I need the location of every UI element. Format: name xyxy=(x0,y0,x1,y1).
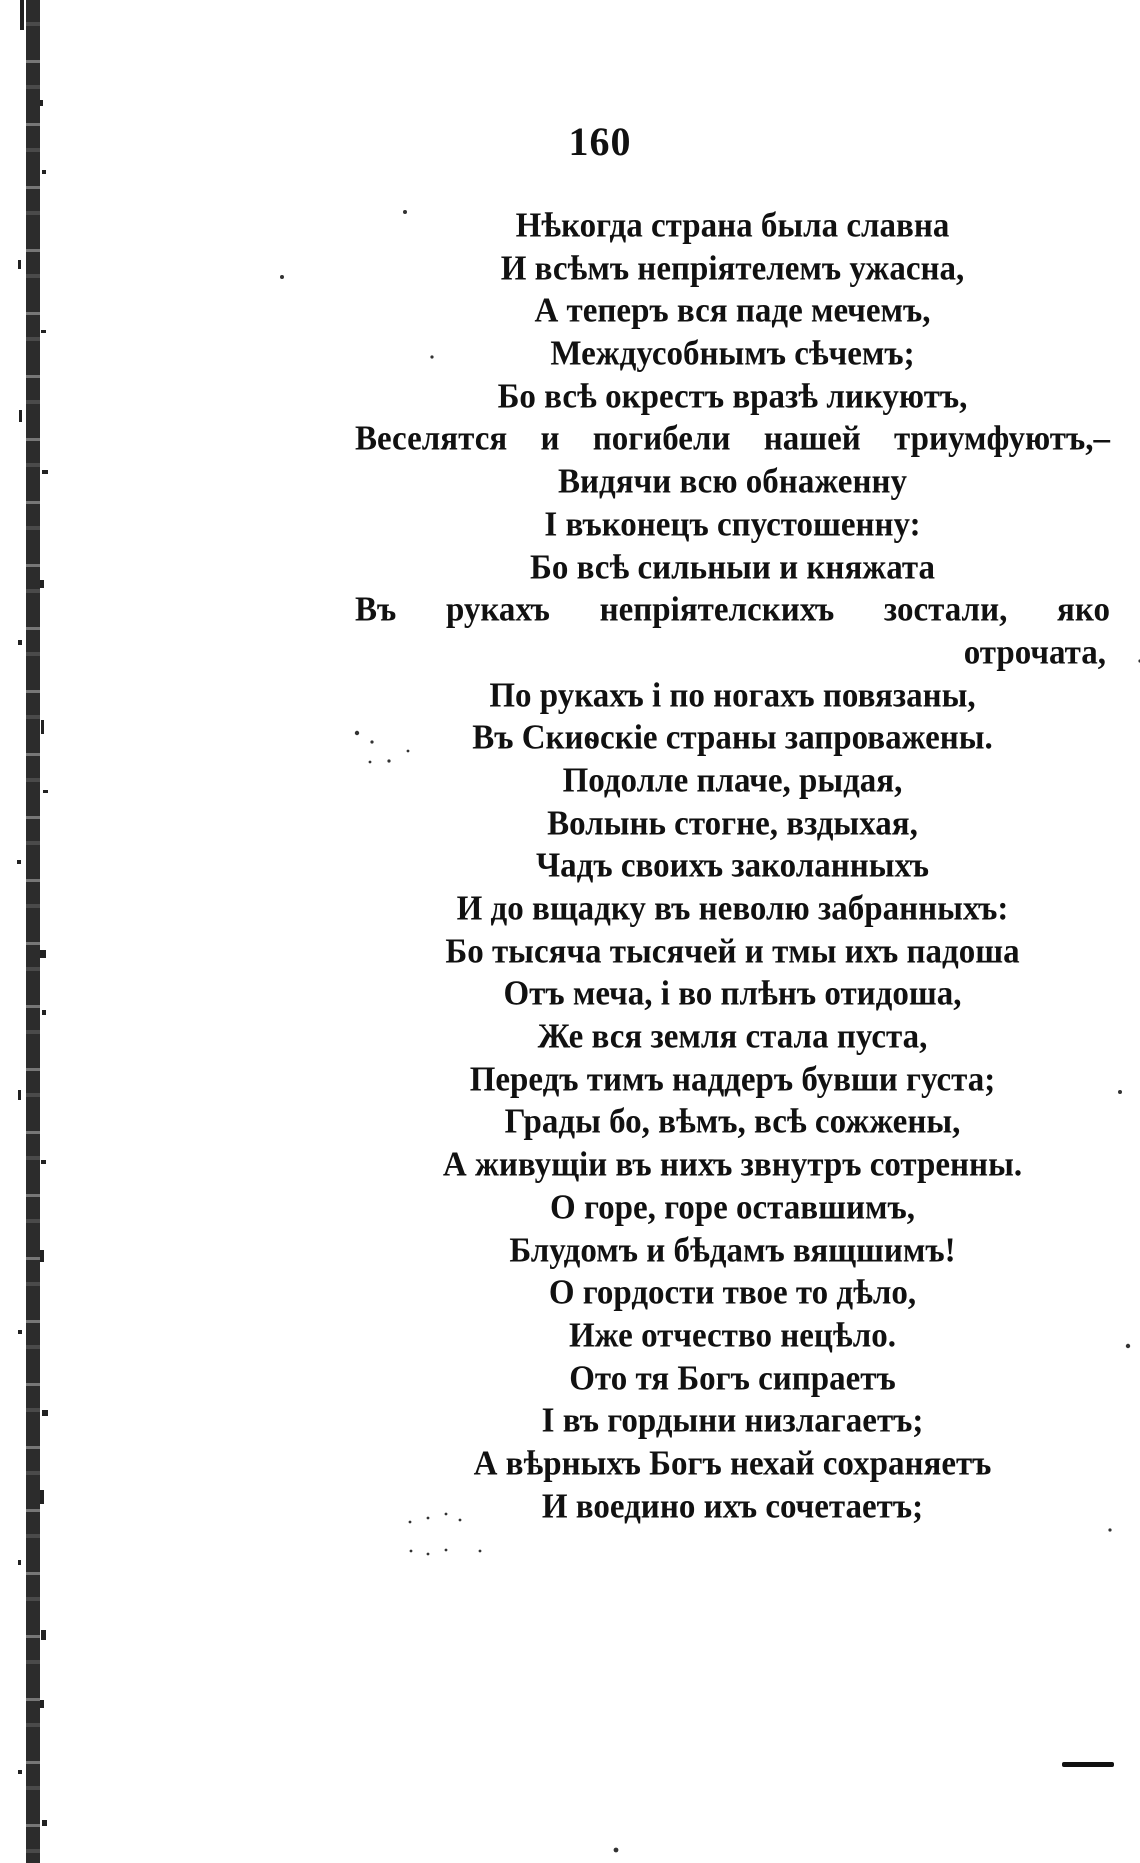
poem-line-continuation: отрочата, xyxy=(963,633,1106,672)
poem-line: По рукахъ і по ногахъ повязаны, xyxy=(489,676,976,715)
poem-line: Видячи всю обнаженну xyxy=(558,463,907,502)
poem-line: Бо всѣ окрестъ вразѣ ликуютъ, xyxy=(497,377,968,416)
poem-line: І въ гордыни низлагаетъ; xyxy=(541,1402,924,1441)
poem-line: О гордости твое то дѣло, xyxy=(548,1274,917,1313)
poem-line: Иже отчество нецѣло. xyxy=(569,1316,896,1355)
poem-line: Бо всѣ сильныи и княжата xyxy=(530,548,935,587)
poem-line: Передъ тимъ наддеръ бувши густа; xyxy=(469,1060,996,1099)
poem-text xyxy=(355,205,1110,1528)
poem-line: Нѣкогда страна была славна xyxy=(515,206,950,246)
poem-line: Въ рукахъ непріятелскихъ зостали, яко xyxy=(355,591,1110,630)
poem-line: Блудомъ и бѣдамъ вящшимъ! xyxy=(509,1231,956,1270)
binding-specks xyxy=(0,0,60,1863)
poem-line: Ото тя Богъ сипраетъ xyxy=(569,1359,896,1398)
poem-line: Бо тысяча тысячей и тмы ихъ падоша xyxy=(445,932,1020,971)
poem-line: А теперъ вся паде мечемъ, xyxy=(534,292,931,331)
poem-line: Подолле плаче, рыдая, xyxy=(562,761,903,800)
poem-line: Въ Скиѳскіе страны запроважены. xyxy=(472,719,993,758)
poem-line: Же вся земля стала пуста, xyxy=(537,1017,928,1057)
poem-line: Отъ меча, і во плѣнъ отидоша, xyxy=(503,975,962,1014)
poem-line: Чадъ своихъ заколанныхъ xyxy=(535,847,930,886)
poem-line: И воедино ихъ сочетаетъ; xyxy=(541,1487,924,1526)
poem-line: А живущіи въ нихъ звнутръ сотренны. xyxy=(442,1146,1023,1185)
poem-line: Грады бо, вѣмъ, всѣ сожжены, xyxy=(504,1103,961,1142)
poem-line: Междусобнымъ сѣчемъ; xyxy=(550,334,915,374)
poem-line: І въконецъ спустошенну: xyxy=(544,505,921,544)
poem-line: А вѣрныхъ Богъ нехай сохраняетъ xyxy=(473,1444,992,1483)
poem-line: Волынь стогне, вздыхая, xyxy=(547,804,918,843)
poem-line: Веселятся и погибели нашей триумфуютъ,– xyxy=(355,420,1110,459)
poem-line: О горе, горе оставшимъ, xyxy=(550,1188,915,1227)
page-number: 160 xyxy=(568,119,632,164)
edge-dash-mark xyxy=(1062,1762,1114,1767)
poem-line: И до вщадку въ неволю забранныхъ: xyxy=(456,889,1009,929)
poem-line: И всѣмъ непріятелемъ ужасна, xyxy=(500,249,965,288)
